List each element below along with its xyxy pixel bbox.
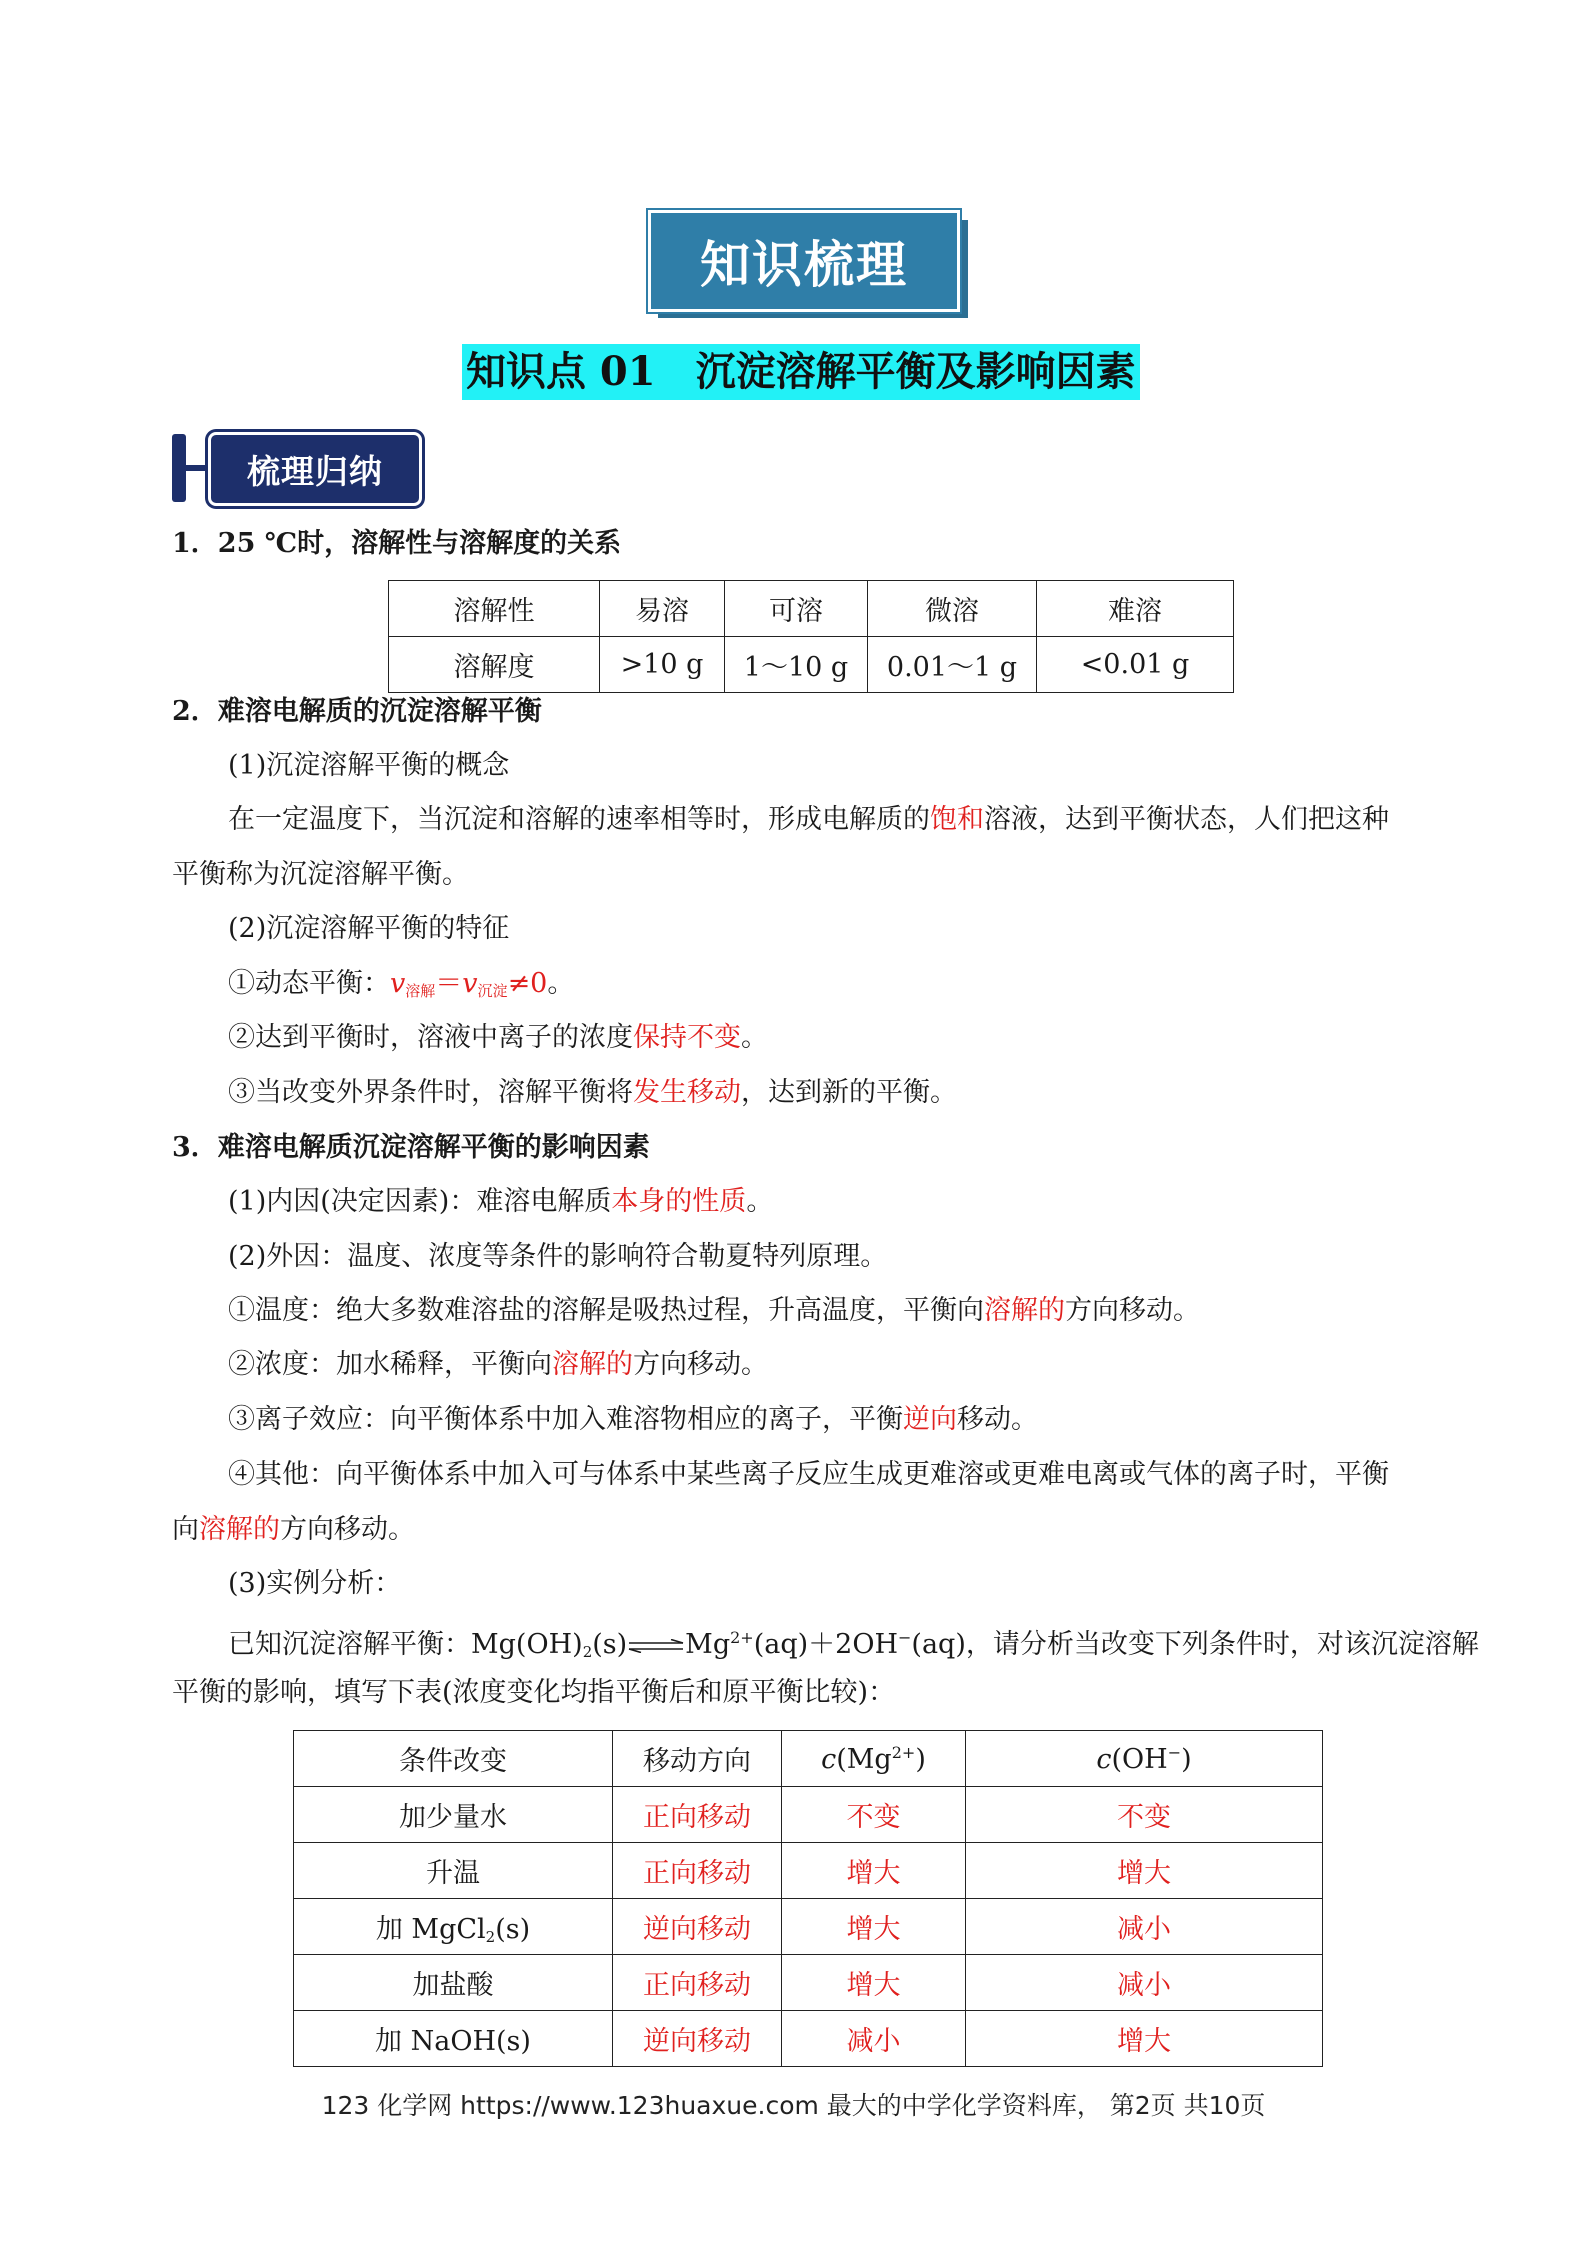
example-instruction: 平衡的影响，填写下表(浓度变化均指平衡后和原平衡比较)： bbox=[172, 1677, 896, 1708]
table-row bbox=[389, 637, 1234, 693]
section-2-heading: 2．难溶电解质的沉淀溶解平衡 bbox=[172, 696, 542, 727]
tag-label: 梳理归纳 bbox=[208, 432, 422, 506]
direction-cell: 逆向移动 bbox=[613, 1899, 782, 1955]
direction-cell: 正向移动 bbox=[613, 1843, 782, 1899]
table-cell: 微溶 bbox=[868, 581, 1037, 637]
table-cell: >10 g bbox=[600, 637, 725, 693]
oh-cell: 增大 bbox=[966, 1843, 1323, 1899]
concept-title: (1)沉淀溶解平衡的概念 bbox=[228, 750, 510, 781]
table-header-row bbox=[294, 1731, 1323, 1787]
condition-cell: 升温 bbox=[294, 1843, 613, 1899]
factor-other-line-1: ④其他：向平衡体系中加入可与体系中某些离子反应生成更难溶或更难电离或气体的离子时，平衡 bbox=[228, 1459, 1389, 1490]
knowledge-point-name: 沉淀溶解平衡及影响因素 bbox=[695, 348, 1136, 395]
condition-cell: 加 MgCl$_2$(s) bbox=[294, 1899, 613, 1955]
knowledge-point-title bbox=[462, 344, 1140, 400]
solubility-table bbox=[388, 580, 1234, 693]
oh-cell: 减小 bbox=[966, 1899, 1323, 1955]
condition-cell: 加少量水 bbox=[294, 1787, 613, 1843]
example-title: (3)实例分析： bbox=[228, 1568, 402, 1599]
table-row bbox=[294, 1955, 1323, 2011]
example-equation-line: 已知沉淀溶解平衡：$Mg(OH)_2(s)$ $Mg^{2+}(aq)+2OH^-(aq)$，请分析当改变下列条件时，对该沉淀溶解 bbox=[228, 1628, 1479, 1661]
oh-cell: 增大 bbox=[966, 2011, 1323, 2067]
section-1-heading: 1．25 ℃时，溶解性与溶解度的关系 bbox=[172, 528, 622, 559]
feature-constant: ②达到平衡时，溶液中离子的浓度保持不变。 bbox=[228, 1022, 768, 1053]
table-cell: 难溶 bbox=[1037, 581, 1234, 637]
external-factor: (2)外因：温度、浓度等条件的影响符合勒夏特列原理。 bbox=[228, 1241, 888, 1272]
table-row bbox=[294, 1843, 1323, 1899]
mg-cell: 增大 bbox=[782, 1843, 966, 1899]
knowledge-summary-banner bbox=[648, 210, 970, 320]
internal-factor: (1)内因(决定因素)：难溶电解质本身的性质。 bbox=[228, 1186, 774, 1217]
mg-cell: 减小 bbox=[782, 2011, 966, 2067]
page-footer: 123 化学网 https://www.123huaxue.com 最大的中学化学资料库， 第2页 共10页 bbox=[321, 2091, 1266, 2120]
header-condition: 条件改变 bbox=[294, 1731, 613, 1787]
table-cell: 1～10 g bbox=[725, 637, 868, 693]
section-3-heading: 3．难溶电解质沉淀溶解平衡的影响因素 bbox=[172, 1132, 650, 1163]
direction-cell: 正向移动 bbox=[613, 1787, 782, 1843]
factor-temperature: ①温度：绝大多数难溶盐的溶解是吸热过程，升高温度，平衡向溶解的方向移动。 bbox=[228, 1295, 1200, 1326]
table-cell: 可溶 bbox=[725, 581, 868, 637]
table-cell: 易溶 bbox=[600, 581, 725, 637]
equilibrium-shift-table bbox=[293, 1730, 1323, 2067]
oh-cell: 减小 bbox=[966, 1955, 1323, 2011]
feature-shift: ③当改变外界条件时，溶解平衡将发生移动，达到新的平衡。 bbox=[228, 1077, 957, 1108]
condition-cell: 加盐酸 bbox=[294, 1955, 613, 2011]
table-cell: <0.01 g bbox=[1037, 637, 1234, 693]
feature-dynamic: ①动态平衡：$v_{溶解}=v_{沉淀}\ne 0$。 bbox=[228, 968, 575, 1000]
direction-cell: 逆向移动 bbox=[613, 2011, 782, 2067]
table-row bbox=[294, 1787, 1323, 1843]
concept-text-line-2: 平衡称为沉淀溶解平衡。 bbox=[172, 859, 469, 890]
table-row bbox=[294, 2011, 1323, 2067]
table-row bbox=[389, 581, 1234, 637]
table-cell: 0.01～1 g bbox=[868, 637, 1037, 693]
condition-cell: 加 NaOH(s) bbox=[294, 2011, 613, 2067]
section-tag bbox=[172, 432, 424, 504]
mg-cell: 不变 bbox=[782, 1787, 966, 1843]
feature-title: (2)沉淀溶解平衡的特征 bbox=[228, 913, 510, 944]
oh-cell: 不变 bbox=[966, 1787, 1323, 1843]
mg-cell: 增大 bbox=[782, 1899, 966, 1955]
table-row bbox=[294, 1899, 1323, 1955]
factor-other-line-2: 向溶解的方向移动。 bbox=[172, 1514, 415, 1545]
banner-title: 知识梳理 bbox=[648, 210, 960, 312]
direction-cell: 正向移动 bbox=[613, 1955, 782, 2011]
table-cell: 溶解度 bbox=[389, 637, 600, 693]
concept-text-line-1: 在一定温度下，当沉淀和溶解的速率相等时，形成电解质的饱和溶液，达到平衡状态，人们把这种 bbox=[228, 804, 1389, 835]
factor-ion-effect: ③离子效应：向平衡体系中加入难溶物相应的离子，平衡逆向移动。 bbox=[228, 1404, 1038, 1435]
knowledge-point-label: 知识点 01 bbox=[466, 348, 656, 395]
header-mg-concentration: $c(Mg^{2+})$ bbox=[782, 1731, 966, 1787]
factor-concentration: ②浓度：加水稀释，平衡向溶解的方向移动。 bbox=[228, 1349, 768, 1380]
mg-cell: 增大 bbox=[782, 1955, 966, 2011]
table-cell: 溶解性 bbox=[389, 581, 600, 637]
header-direction: 移动方向 bbox=[613, 1731, 782, 1787]
header-oh-concentration: c(OH−) bbox=[966, 1731, 1323, 1787]
equilibrium-arrow-icon bbox=[627, 1639, 685, 1653]
